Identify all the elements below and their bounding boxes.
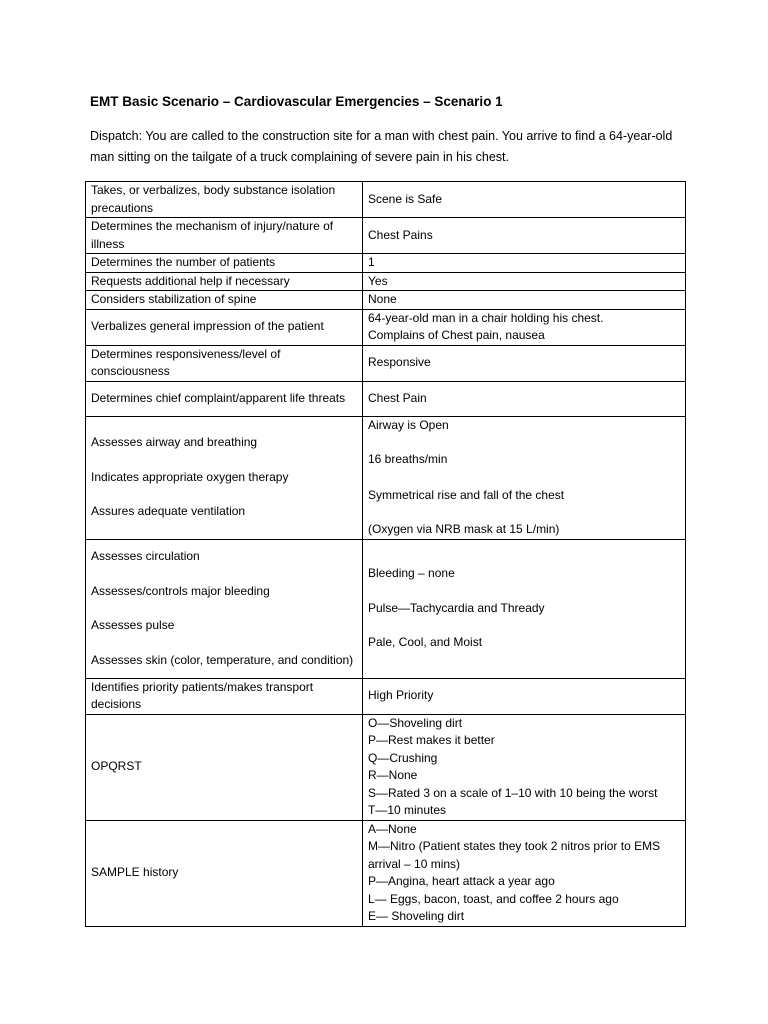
finding-cell: A—None M—Nitro (Patient states they took 2 nitros prior to EMS arrival – 10 mins) P—Angina, heart attack a year ago L— Eggs, bacon, toast, and coffee 2 hours ago E— Shoveling dirt <box>363 820 686 926</box>
finding-cell: Chest Pain <box>363 381 686 416</box>
criteria-cell: Determines responsiveness/level of consciousness <box>86 345 363 381</box>
page-title: EMT Basic Scenario – Cardiovascular Emergencies – Scenario 1 <box>90 94 503 109</box>
table-row <box>86 714 686 820</box>
criteria-cell: Identifies priority patients/makes transport decisions <box>86 678 363 714</box>
criteria-cell: Assesses airway and breathing Indicates appropriate oxygen therapy Assures adequate ventilation <box>86 416 363 539</box>
criteria-cell: Considers stabilization of spine <box>86 291 363 310</box>
table-row <box>86 272 686 291</box>
finding-cell: Responsive <box>363 345 686 381</box>
finding-cell: Bleeding – none Pulse—Tachycardia and Thready Pale, Cool, and Moist <box>363 539 686 678</box>
finding-cell: O—Shoveling dirt P—Rest makes it better Q—Crushing R—None S—Rated 3 on a scale of 1–10 with 10 being the worst T—10 minutes <box>363 714 686 820</box>
criteria-cell: Verbalizes general impression of the patient <box>86 309 363 345</box>
criteria-cell: Determines chief complaint/apparent life threats <box>86 381 363 416</box>
finding-cell: Airway is Open 16 breaths/min Symmetrical rise and fall of the chest (Oxygen via NRB mask at 15 L/min) <box>363 416 686 539</box>
criteria-cell: Assesses circulation Assesses/controls major bleeding Assesses pulse Assesses skin (color, temperature, and condition) <box>86 539 363 678</box>
finding-cell: Yes <box>363 272 686 291</box>
table-row <box>86 539 686 678</box>
table-row <box>86 254 686 273</box>
criteria-cell: Takes, or verbalizes, body substance isolation precautions <box>86 182 363 218</box>
finding-cell: Scene is Safe <box>363 182 686 218</box>
table-row <box>86 678 686 714</box>
table-row <box>86 381 686 416</box>
table-row <box>86 820 686 926</box>
criteria-cell: Determines the number of patients <box>86 254 363 273</box>
table-row <box>86 291 686 310</box>
finding-cell: None <box>363 291 686 310</box>
dispatch-text: Dispatch: You are called to the construction site for a man with chest pain. You arrive to find a 64-year-old man sitting on the tailgate of a truck complaining of severe pain in his chest. <box>90 129 673 164</box>
scenario-table <box>85 181 686 927</box>
finding-cell: 64-year-old man in a chair holding his chest. Complains of Chest pain, nausea <box>363 309 686 345</box>
criteria-cell: Requests additional help if necessary <box>86 272 363 291</box>
criteria-cell: Determines the mechanism of injury/nature of illness <box>86 218 363 254</box>
table-row <box>86 345 686 381</box>
finding-cell: 1 <box>363 254 686 273</box>
criteria-cell: OPQRST <box>86 714 363 820</box>
criteria-cell: SAMPLE history <box>86 820 363 926</box>
finding-cell: Chest Pains <box>363 218 686 254</box>
table-row <box>86 182 686 218</box>
table-row <box>86 416 686 539</box>
finding-cell: High Priority <box>363 678 686 714</box>
table-row <box>86 218 686 254</box>
table-row <box>86 309 686 345</box>
